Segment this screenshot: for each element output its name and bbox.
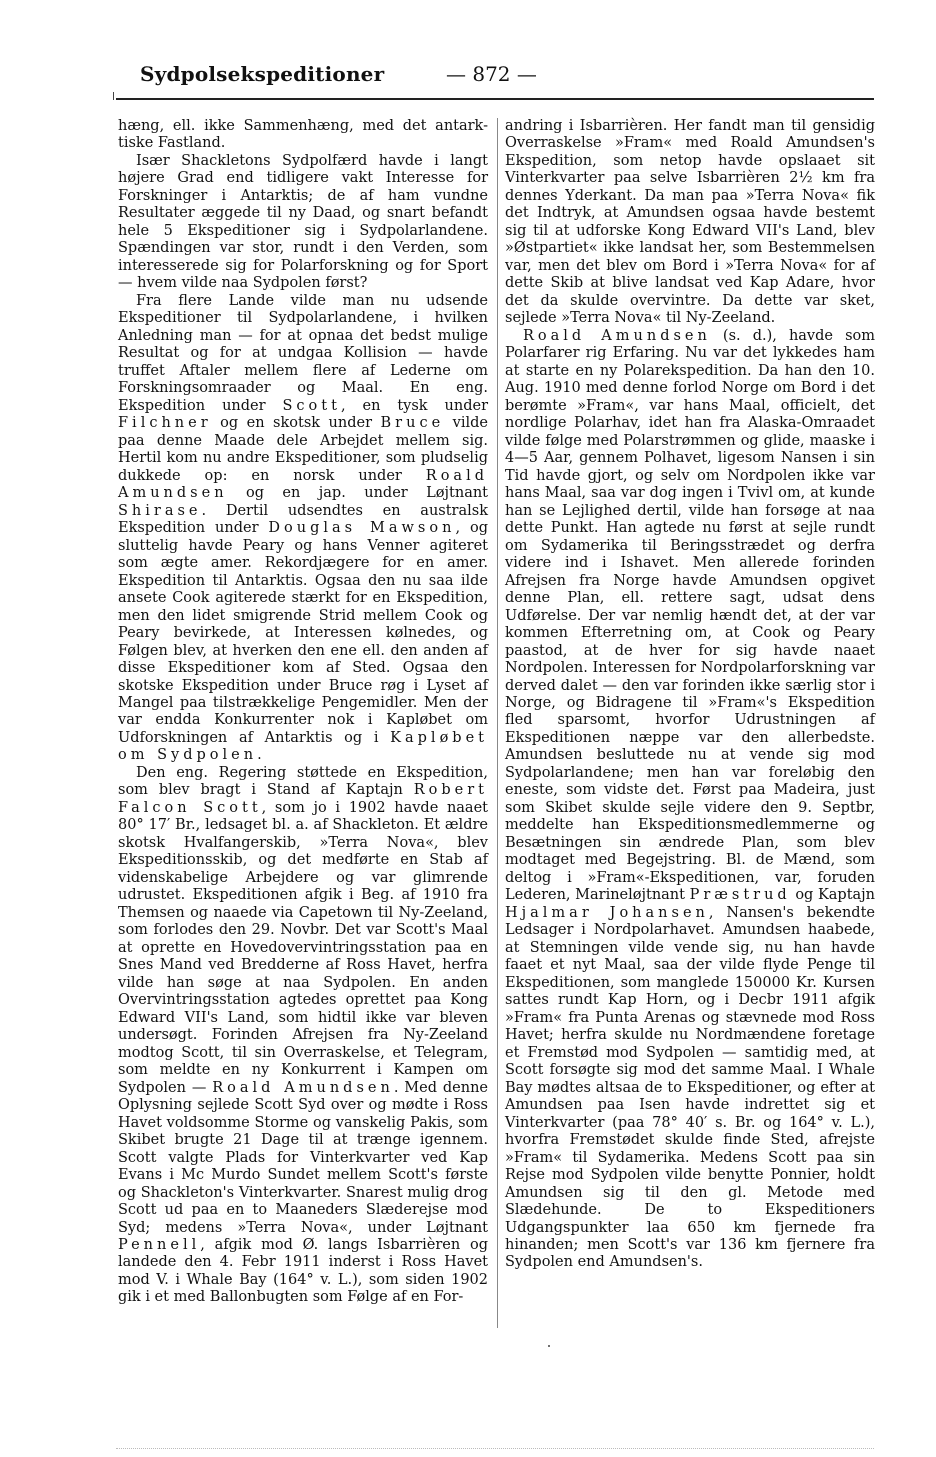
right-column	[505, 118, 875, 1272]
spaced-name: Kapløbet om Sydpolen	[118, 729, 488, 764]
text-run: (s. d.), havde som Polarfarer rig Erfaring. Nu var det lykkedes ham at starte en ny Polarekspedition. Da han den 10. Aug. 1910 med denne forlod Norge om Bord i det berømte »Fram«, var hans Maal, officielt, det nordlige Polarhav, idet han fra Alaska-Omraadet vilde følge med Polarstrømmen og glide, maaske i 4—5 Aar, gennem Polhavet, ligesom Nansen i sin Tid havde gjort, og selv om Nordpolen ikke var hans Maal, saa var dog ingen i Tvivl om, at kunde han se Lejlighed dertil, vilde han forsøge at naa dette Punkt. Han agtede nu først at sejle rundt om Sydamerika til Beringsstrædet og derfra videre ind i Ishavet. Men allerede forinden Afrejsen fra Norge havde Amundsen opgivet denne Plan, ell. rettere sagt, udsat dens Udførelse. Der var nemlig hændt det, at der var kommen Efterretning om, at Cook og Peary paastod, at de hver for sig havde naaet Nordpolen. Interessen for Nordpolarforskning var derved dalet — den var forinden ikke særlig stor i Norge, og Bidragene til »Fram«'s Ekspedition fled sparsomt, hvorfor Udrustningen af Ekspeditionen næppe var den allerbedste. Amundsen besluttede nu at vende sig mod Sydpolarlandene; men han var foreløbig den eneste, som vidste det. Først paa Madeira, just som Skibet skulde sejle videre den 9. Septbr, meddelte han Ekspeditionsmedlemmerne og Besætningen sin ændrede Plan, som blev modtaget med Begejstring. Bl. de Mænd, som deltog i »Fram«-Ekspeditionen, var, foruden Lederen, Marineløjtnant	[505, 327, 875, 904]
spaced-name: Robert Falcon Scott	[118, 782, 488, 816]
text-run: , som jo i 1902 havde naaet 80° 17′ Br., ledsaget bl. a. af Shackleton. Et ældre skotsk Hvalfangerskib, »Terra Nova«, blev Ekspeditionsskib, og det medførte en Stab af videnskabelige Arbejdere og var glimrende udrustet. Ekspeditionen afgik i Beg. af 1910 fra Themsen og naaede via Capetown til Ny-Zeeland, som forlodes den 29. Novbr. Det var Scott's Maal at oprette en Hovedovervintringsstation paa en Snes Mand ved Bredderne af Ross Havet, herfra vilde han søge at naa Sydpolen. En anden Overvintringsstation agtedes oprettet paa Kong Edward VII's Land, som hidtil ikke var bleven undersøgt. Forinden Afrejsen fra Ny-Zeeland modtog Scott, til sin Overraskelse, et Telegram, som meldte en ny Konkurrent i Kampen om Sydpolen —	[118, 799, 488, 1096]
spaced-name: Shirase	[118, 502, 202, 519]
paragraph: andring i Isbarrièren. Her fandt man til gensidig Overraskelse »Fram« med Roald Amundsen's Ekspedition, som netop havde opslaaet sit Vinterkvarter paa selve Isbarrièren 2½ km fra dennes Yderkant. Da man paa »Terra Nova« fik det Indtryk, at Amundsen ogsaa havde bestemt sig til at udforske Kong Edward VII's Land, blev »Østpartiet« ikke landsat her, som Bestemmelsen var, men det blev om Bord i »Terra Nova« for af dette Skib at blive landsat ved Kap Adare, hvor det da skulde overvintre. Da dette var sket, sejlede »Terra Nova« til Ny-Zeeland.	[505, 118, 875, 327]
paragraph	[118, 293, 488, 765]
text-run: , en tysk under	[340, 397, 488, 414]
text-run: , Nansen's bekendte Ledsager i Nordpolarhavet. Amundsen haabede, at Stemningen vilde vende sig, nu han havde faaet et nyt Maal, saa der vilde flyde Penge til Ekspeditionen, som manglede 150000 Kr. Kursen sattes rundt Kap Horn, og i Decbr 1911 afgik »Fram« fra Punta Arenas og stævnede mod Ross Havet; herfra skulde nu Nordmændene foretage et Fremstød mod Sydpolen — samtidig med, at Scott forsøgte sig mod det samme Maal. I Whale Bay mødtes altsaa de to Ekspeditioner, og efter at Amundsen paa Isen havde indrettet sig et Vinterkvarter (paa 78° 40′ s. Br. og 164° v. L.), hvorfra Fremstødet skulde finde Sted, afrejste »Fram« til Sydamerika. Medens Scott paa sin Rejse mod Sydpolen vilde benytte Ponnier, holdt Amundsen sig til den gl. Metode med Slædehunde. De to Ekspeditioners Udgangspunkter laa 650 km fjernede fra hinanden; men Scott's var 136 km fjernere fra Sydpolen end Amundsen's.	[505, 904, 875, 1271]
spaced-name: Roald Amundsen	[212, 1079, 394, 1096]
text-run: . Med denne Oplysning sejlede Scott Syd over og mødte i Ross Havet voldsomme Storme og vanskelig Pakis, som Skibet brugte 21 Dage til at trænge igennem. Scott valgte Plads for Vinterkvarter ved Kap Evans i Mc Murdo Sundet mellem Scott's første og Shackleton's Vinterkvarter. Snarest mulig drog Scott ud paa en to Maaneders Slæderejse mod Syd; medens »Terra Nova«, under Løjtnant	[118, 1079, 488, 1236]
text-run: . Dertil udsendtes en australsk Ekspedition under	[118, 502, 488, 537]
text-run: Den eng. Regering støttede en Ekspedition, som blev bragt i Stand af Kaptajn	[118, 764, 488, 799]
spaced-name: Hjalmar Johansen	[505, 904, 709, 921]
paragraph	[505, 328, 875, 1272]
text-run: , og sluttelig havde Peary og hans Venner agiteret som ægte amer. Rekordjægere for en amer. Ekspedition til Antarktis. Ogsaa den nu saa ilde ansete Cook agiterede stærkt for en Ekspedition, men den lidet smigrende Strid mellem Cook og Peary bevirkede, at Interessen kølnedes, og Følgen blev, at hverken den ene ell. den anden af disse Ekspeditioner kom af Sted. Ogsaa den skotske Ekspedition under Bruce røg i Lyset af Mangel paa tilstrækkelige Pengemidler. Men der var endda Konkurrenter nok i Kapløbet om Udforskningen af Antarktis og i	[118, 520, 488, 746]
spaced-name: Roald Amundsen	[523, 327, 711, 344]
page-number: — 872 —	[446, 62, 537, 86]
text-run: vilde paa denne Maade dele Arbejdet mellem sig. Hertil kom nu andre Ekspeditioner, som pludselig dukkede op: en norsk under	[118, 415, 488, 484]
print-speck	[548, 1345, 550, 1347]
spaced-name: Pennell	[118, 1237, 201, 1253]
text-run: og en skotsk under	[211, 415, 381, 432]
spaced-name: Roald Amundsen	[118, 467, 488, 502]
paragraph	[118, 765, 488, 1307]
text-run: og en jap. under Løjtnant	[227, 485, 488, 502]
text-run: .	[257, 747, 262, 764]
text-run: og Kaptajn	[790, 887, 876, 904]
column-divider	[497, 118, 498, 1328]
header-rule	[116, 98, 874, 100]
spaced-name: Douglas Mawson	[268, 520, 456, 537]
spaced-name: Bruce	[380, 415, 445, 432]
text-run: Fra flere Lande vilde man nu udsende Ekspeditioner til Sydpolarlandene, i hvilken Anledning man — for at opnaa det bedst mulige Resultat og for at undgaa Kollision — havde truffet Aftaler mellem flere af Lederne om Forskningsomraader og Maal. En eng. Ekspedition under	[118, 292, 488, 414]
text-run: , afgik mod Ø. langs Isbarrièren og landede den 4. Febr 1911 inderst i Ross Havet mod V. i Whale Bay (164° v. L.), som siden 1902 gik i et med Ballonbugten som Følge af en For-	[118, 1237, 488, 1306]
bottom-rule	[116, 1448, 874, 1449]
page-title: Sydpolsekspeditioner	[140, 62, 385, 86]
running-header	[116, 58, 874, 98]
paragraph: hæng, ell. ikke Sammenhæng, med det antark- tiske Fastland.	[118, 118, 488, 152]
paragraph: Især Shackletons Sydpolfærd havde i langt højere Grad end tidligere vakt Interesse for Forskninger i Antarktis; de af ham vundne Resultater æggede til ny Daad, og snart befandt hele 5 Ekspeditioner sig i Sydpolarlandene. Spændingen var stor, rundt i den Verden, som interesserede sig for Polarforskning og for Sport — hvem vilde naa Sydpolen først?	[118, 152, 488, 292]
spaced-name: Præstrud	[689, 887, 791, 904]
spaced-name: Filchner	[118, 415, 212, 432]
spaced-name: Scott	[282, 397, 341, 414]
left-column	[118, 118, 488, 1307]
